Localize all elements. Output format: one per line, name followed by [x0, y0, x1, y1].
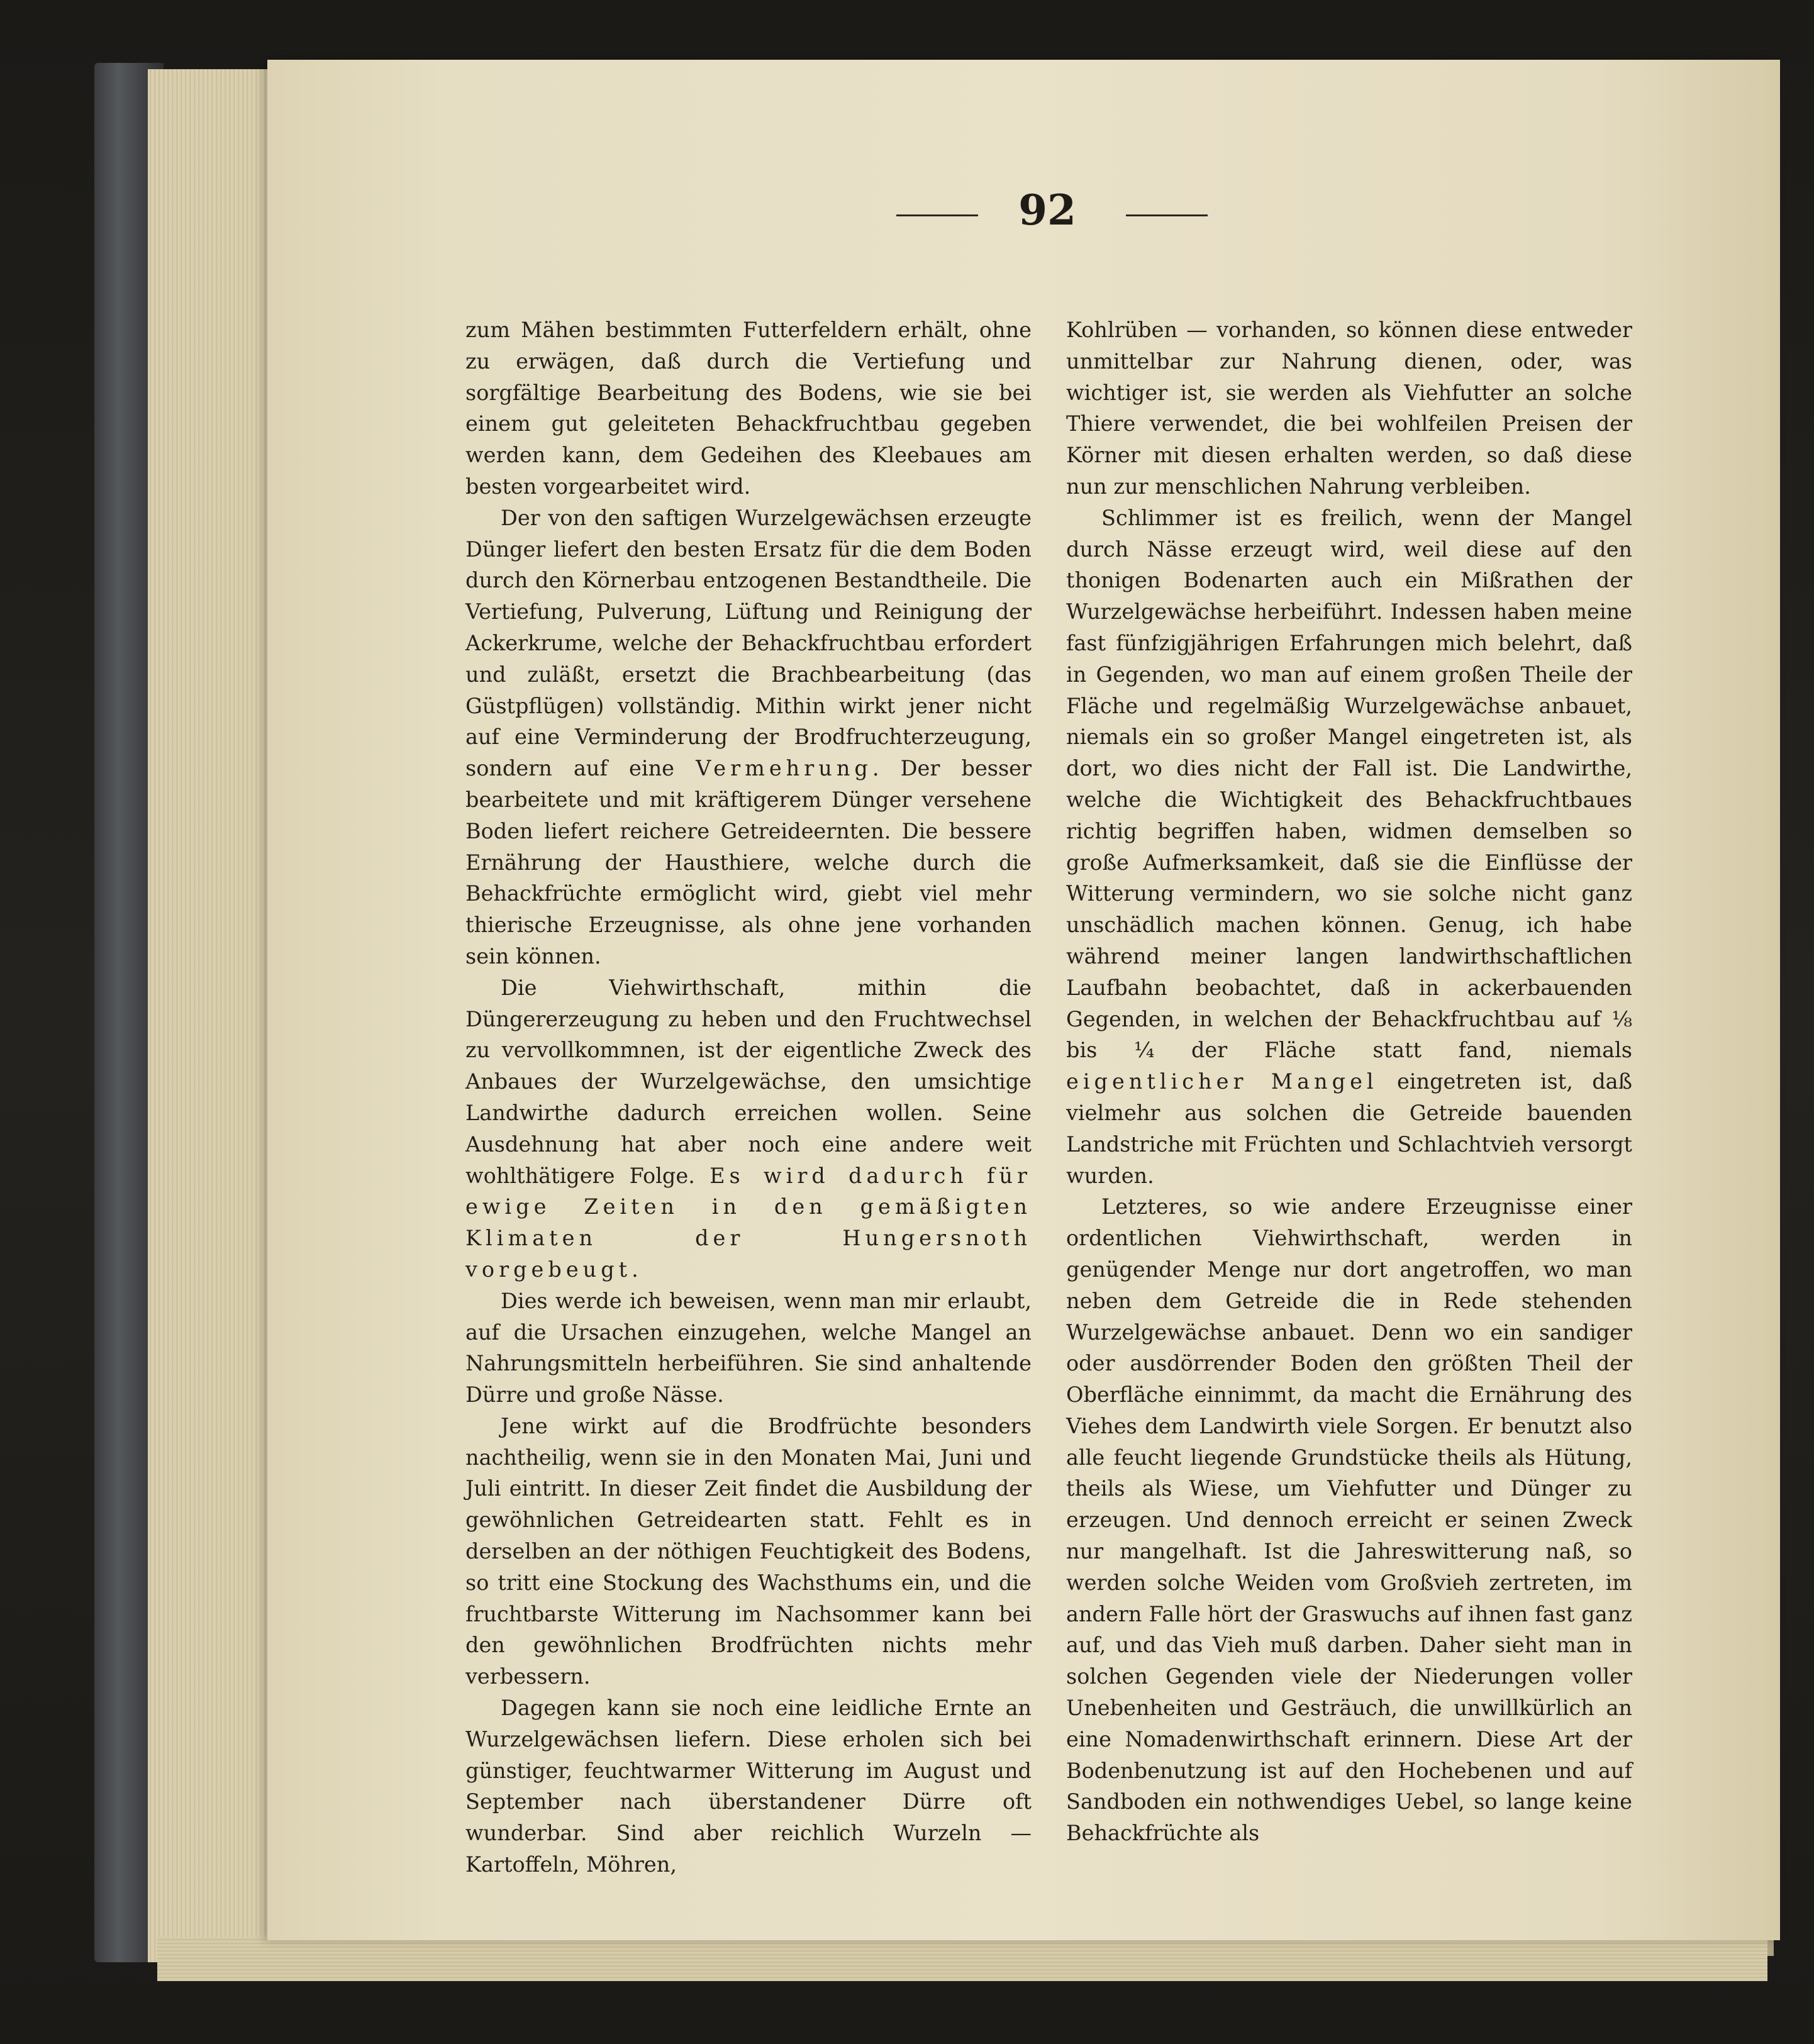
page-number: 92 — [1018, 186, 1076, 235]
paragraph — [1066, 1191, 1632, 1849]
spaced-emphasis-text: Es wird dadurch für ewige Zeiten in den gemäßigten Klimaten der Hungersnoth vorgebeugt. — [465, 1163, 1032, 1282]
paragraph-text: . Der besser bearbeitete und mit kräftigerem Dünger versehene Boden liefert reichere Getreideernten. Die bessere Ernährung der Hausthiere, welche durch die Behackfrüchte ermöglicht wird, giebt viel mehr thierische Erzeugnisse, als ohne jene vorhanden sein können. — [465, 756, 1032, 969]
paragraph-text: eingetreten ist, daß vielmehr aus solchen die Getreide bauenden Landstriche mit Früchten und Schlachtvieh versorgt wurden. — [1066, 1069, 1632, 1188]
paragraph — [465, 972, 1032, 1286]
paragraph-text: Dies werde ich beweisen, wenn man mir erlaubt, auf die Ursachen einzugehen, welche Mangel an Nahrungsmitteln herbeiführen. Sie sind anhaltende Dürre und große Nässe. — [465, 1288, 1032, 1408]
paragraph — [465, 503, 1032, 972]
paragraph-text: Kohlrüben — vorhanden, so können diese entweder unmittelbar zur Nahrung dienen, oder, was wichtiger ist, sie werden als Viehfutter an solche Thiere verwendet, die bei wohlfeilen Preisen der Körner mit diesen erhalten werden, so daß diese nun zur menschlichen Nahrung verbleiben. — [1066, 318, 1632, 499]
page-header — [267, 186, 1780, 242]
paragraph-text: Schlimmer ist es freilich, wenn der Mangel durch Nässe erzeugt wird, weil diese auf den thonigen Bodenarten auch ein Mißrathen der Wurzelgewächse herbeiführt. Indessen haben meine fast fünfzigjährigen Erfahrungen mich belehrt, daß in Gegenden, wo man auf einem großen Theile der Fläche und regelmäßig Wurzelgewächse anbauet, niemals ein so großer Mangel eingetreten ist, als dort, wo dies nicht der Fall ist. Die Landwirthe, welche die Wichtigkeit des Behackfruchtbaues richtig begriffen haben, widmen demselben so große Aufmerksamkeit, daß sie die Einflüsse der Witterung vermindern, wo sie solche nicht ganz unschädlich machen können. Genug, ich habe während meiner langen landwirthschaftlichen Laufbahn beobachtet, daß in ackerbauenden Gegenden, in welchen der Behackfruchtbau auf ⅛ bis ¼ der Fläche statt fand, niemals — [1066, 505, 1632, 1063]
spaced-emphasis-text: eigentlicher Mangel — [1066, 1069, 1378, 1094]
paragraph-text: Dagegen kann sie noch eine leidliche Ernte an Wurzelgewächsen liefern. Diese erholen sich bei günstiger, feuchtwarmer Witterung im August und September nach überstandener Dürre oft wunderbar. Sind aber reichlich Wurzeln — Kartoffeln, Möhren, — [465, 1696, 1032, 1877]
header-rule-left — [896, 214, 978, 216]
page-stack-bottom — [157, 1937, 1767, 1981]
paragraph — [465, 314, 1032, 503]
spaced-emphasis-text: Vermehrung — [696, 756, 872, 781]
paragraph-text: Jene wirkt auf die Brodfrüchte besonders nachtheilig, wenn sie in den Monaten Mai, Juni und Juli eintritt. In dieser Zeit findet die Ausbildung der gewöhnlichen Getreidearten statt. Fehlt es in derselben an der nöthigen Feuchtigkeit des Bodens, so tritt eine Stockung des Wachsthums ein, und die fruchtbarste Witterung im Nachsommer kann bei den gewöhnlichen Brodfrüchten nichts mehr verbessern. — [465, 1413, 1032, 1689]
paragraph-text: zum Mähen bestimmten Futterfeldern erhält, ohne zu erwägen, daß durch die Vertiefung und sorgfältige Bearbeitung des Bodens, wie sie bei einem gut geleiteten Behackfruchtbau gegeben werden kann, dem Gedeihen des Kleebaues am besten vorgearbeitet wird. — [465, 318, 1032, 499]
paragraph — [465, 1411, 1032, 1692]
page-stack-left — [148, 69, 281, 1962]
paragraph — [1066, 314, 1632, 503]
paragraph — [465, 1286, 1032, 1411]
paragraph-text: Letzteres, so wie andere Erzeugnisse einer ordentlichen Viehwirthschaft, werden in genügender Menge nur dort angetroffen, wo man neben dem Getreide die in Rede stehenden Wurzelgewächse anbauet. Denn wo ein sandiger oder ausdörrender Boden den größten Theil der Oberfläche einnimmt, da macht die Ernährung des Viehes dem Landwirth viele Sorgen. Er benutzt also alle feucht liegende Grundstücke theils als Hütung, theils als Wiese, um Viehfutter und Dünger zu erzeugen. Und dennoch erreicht er seinen Zweck nur mangelhaft. Ist die Jahreswitterung naß, so werden solche Weiden vom Großvieh zertreten, im andern Falle hört der Graswuchs auf ihnen fast ganz auf, und das Vieh muß darben. Daher sieht man in solchen Gegenden viele der Niederungen voller Unebenheiten und Gesträuch, die unwillkürlich an eine Nomadenwirthschaft erinnern. Diese Art der Bodenbenutzung ist auf den Hochebenen und auf Sandboden ein nothwendiges Uebel, so lange keine Behackfrüchte als — [1066, 1194, 1632, 1846]
left-text-column — [465, 314, 1032, 1880]
paragraph — [465, 1692, 1032, 1880]
right-text-column — [1066, 314, 1632, 1849]
paragraph-text: Die Viehwirthschaft, mithin die Düngererzeugung zu heben und den Fruchtwechsel zu vervollkommnen, ist der eigentliche Zweck des Anbaues der Wurzelgewächse, den umsichtige Landwirthe dadurch erreichen wollen. Seine Ausdehnung hat aber noch eine andere weit wohlthätigere Folge. — [465, 975, 1032, 1188]
book-page — [267, 60, 1780, 1940]
header-rule-right — [1126, 214, 1208, 216]
paragraph-text: Der von den saftigen Wurzelgewächsen erzeugte Dünger liefert den besten Ersatz für die dem Boden durch den Körnerbau entzogenen Bestandtheile. Die Vertiefung, Pulverung, Lüftung und Reinigung der Ackerkrume, welche der Behackfruchtbau erfordert und zuläßt, ersetzt die Brachbearbeitung (das Güstpflügen) vollständig. Mithin wirkt jener nicht auf eine Verminderung der Brodfruchterzeugung, sondern auf eine — [465, 505, 1032, 781]
paragraph — [1066, 503, 1632, 1192]
